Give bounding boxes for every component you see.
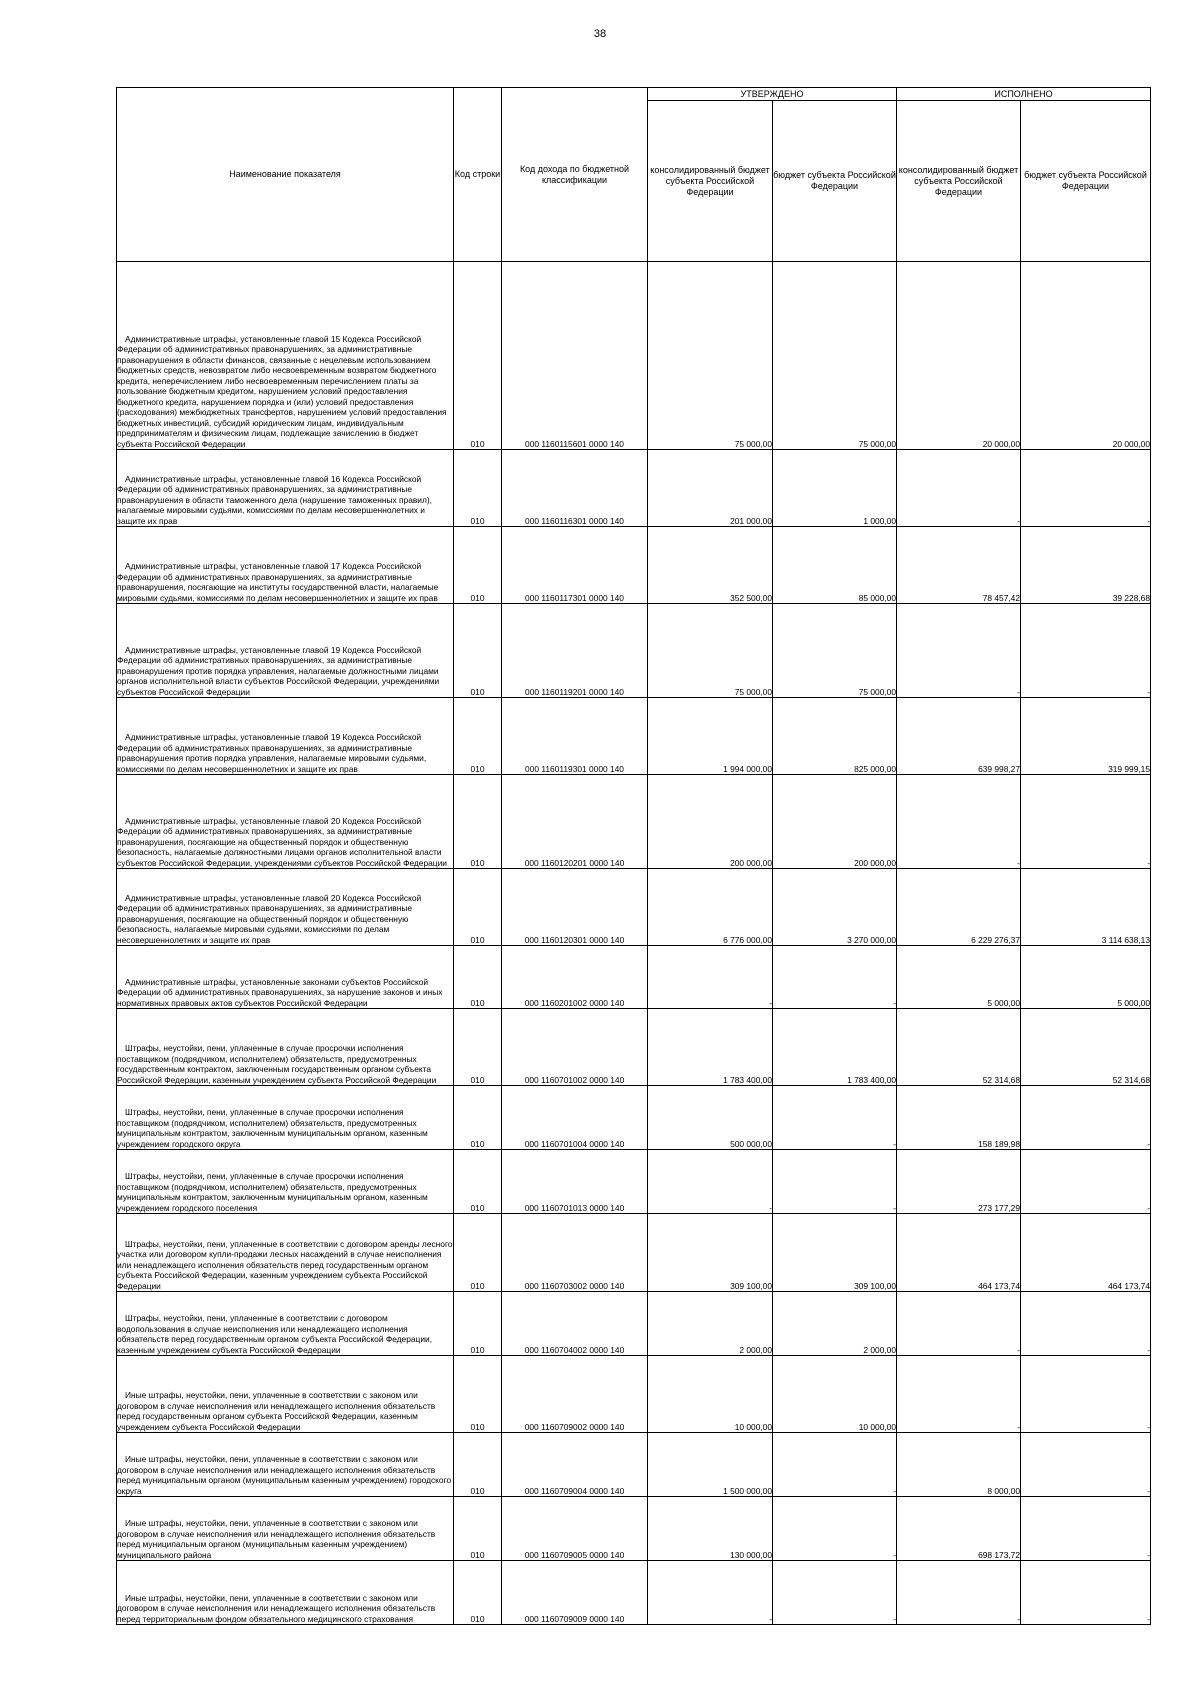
table-row	[117, 1433, 1151, 1497]
table-row	[117, 1009, 1151, 1086]
row-kbk-cell: 000 1160120301 0000 140	[502, 869, 648, 946]
row-name-cell	[117, 946, 454, 1009]
row-approved-consolidated-cell: 1 500 000,00	[648, 1433, 773, 1497]
row-approved-consolidated-cell: 500 000,00	[648, 1086, 773, 1150]
row-name-cell	[117, 450, 454, 527]
row-name-cell	[117, 1086, 454, 1150]
row-code-cell: 010	[454, 1356, 502, 1433]
row-executed-consolidated-cell: -	[897, 604, 1021, 698]
row-approved-subject-cell: 85 000,00	[773, 527, 897, 604]
header-code: Код строки	[454, 88, 502, 262]
header-kbk: Код дохода по бюджетной классификации	[502, 88, 648, 262]
row-executed-subject-cell: -	[1021, 1497, 1151, 1561]
row-name-cell	[117, 869, 454, 946]
row-executed-consolidated-cell: 6 229 276,37	[897, 869, 1021, 946]
row-approved-subject-cell: 10 000,00	[773, 1356, 897, 1433]
table-row	[117, 450, 1151, 527]
header-executed-subject: бюджет субъекта Российской Федерации	[1021, 101, 1151, 262]
row-approved-subject-cell: -	[773, 1497, 897, 1561]
row-executed-consolidated-cell: -	[897, 1356, 1021, 1433]
row-name-text: Иные штрафы, неустойки, пени, уплаченные в соответствии с законом или договором в случае неисполнения или ненадлежащего исполнения обязательств перед государственным органом субъекта Российской Федерации, казенным учреждением субъекта Российской Федерации	[117, 1390, 436, 1432]
row-executed-subject-cell: 52 314,68	[1021, 1009, 1151, 1086]
row-executed-subject-cell: -	[1021, 775, 1151, 869]
row-code-cell: 010	[454, 1433, 502, 1497]
row-executed-consolidated-cell: -	[897, 450, 1021, 527]
row-kbk-cell: 000 1160703002 0000 140	[502, 1214, 648, 1292]
row-executed-consolidated-cell: 639 998,27	[897, 698, 1021, 775]
row-executed-consolidated-cell: 8 000,00	[897, 1433, 1021, 1497]
row-name-cell	[117, 1009, 454, 1086]
row-name-text: Административные штрафы, установленные главой 16 Кодекса Российской Федерации об административных правонарушениях, за административные правонарушения в области таможенного дела (нарушение таможенных правил), налагаемые мировыми судьями, комиссиями по делам несовершеннолетних и защите их прав	[117, 473, 432, 526]
row-executed-subject-cell: -	[1021, 1150, 1151, 1214]
row-approved-consolidated-cell: 10 000,00	[648, 1356, 773, 1433]
row-name-text: Административные штрафы, установленные главой 20 Кодекса Российской Федерации об административных правонарушениях, за административные правонарушения, посягающие на общественный порядок и общественную безопасность, налагаемые должностными лицами органов исполнительной власти субъектов Российской Федерации, учреждениями субъектов Российской Федерации	[117, 815, 447, 868]
row-name-text: Административные штрафы, установленные главой 20 Кодекса Российской Федерации об административных правонарушениях, за административные правонарушения, посягающие на общественный порядок и общественную безопасность, налагаемые мировыми судьями, комиссиями по делам несовершеннолетних и защите их прав	[117, 892, 422, 945]
row-approved-subject-cell: 2 000,00	[773, 1292, 897, 1356]
table-row	[117, 775, 1151, 869]
row-approved-consolidated-cell: 6 776 000,00	[648, 869, 773, 946]
row-executed-consolidated-cell: -	[897, 775, 1021, 869]
row-approved-consolidated-cell: 75 000,00	[648, 262, 773, 450]
row-executed-subject-cell: -	[1021, 1086, 1151, 1150]
header-approved: УТВЕРЖДЕНО	[648, 88, 897, 101]
row-approved-consolidated-cell: 130 000,00	[648, 1497, 773, 1561]
row-name-cell	[117, 1214, 454, 1292]
row-approved-subject-cell: 75 000,00	[773, 262, 897, 450]
row-code-cell: 010	[454, 527, 502, 604]
row-name-text: Административные штрафы, установленные главой 19 Кодекса Российской Федерации об административных правонарушениях, за административные правонарушения против порядка управления, налагаемые должностными лицами органов исполнительной власти субъектов Российской Федерации, учреждениями субъектов Российской Федерации	[117, 644, 440, 697]
row-name-text: Иные штрафы, неустойки, пени, уплаченные в соответствии с законом или договором в случае неисполнения или ненадлежащего исполнения обязательств перед территориальным фондом обязательного медицинского страхования	[117, 1592, 436, 1624]
row-executed-consolidated-cell: -	[897, 1561, 1021, 1625]
row-approved-consolidated-cell: -	[648, 1150, 773, 1214]
row-executed-consolidated-cell: 158 189,98	[897, 1086, 1021, 1150]
row-code-cell: 010	[454, 1292, 502, 1356]
table-body	[117, 262, 1151, 1625]
row-approved-consolidated-cell: 201 000,00	[648, 450, 773, 527]
row-approved-consolidated-cell: 309 100,00	[648, 1214, 773, 1292]
row-code-cell: 010	[454, 1561, 502, 1625]
table-header	[117, 88, 1151, 262]
row-executed-subject-cell: -	[1021, 1356, 1151, 1433]
row-name-cell	[117, 1292, 454, 1356]
row-approved-subject-cell: 3 270 000,00	[773, 869, 897, 946]
row-kbk-cell: 000 1160701013 0000 140	[502, 1150, 648, 1214]
row-kbk-cell: 000 1160704002 0000 140	[502, 1292, 648, 1356]
row-name-text: Штрафы, неустойки, пени, уплаченные в соответствии с договором водопользования в случае неисполнения или ненадлежащего исполнения обязательств перед государственным органом субъекта Российской Федерации, казенным учреждением субъекта Российской Федерации	[117, 1313, 433, 1355]
row-kbk-cell: 000 1160116301 0000 140	[502, 450, 648, 527]
revenue-report-table	[116, 87, 1151, 1625]
table-row	[117, 527, 1151, 604]
row-name-text: Штрафы, неустойки, пени, уплаченные в случае просрочки исполнения поставщиком (подрядчиком, исполнителем) обязательств, предусмотренных государственным контрактом, заключенным государственным органом субъекта Российской Федерации, казенным учреждением субъекта Российской Федерации	[117, 1043, 437, 1085]
table-row	[117, 698, 1151, 775]
row-name-cell	[117, 527, 454, 604]
row-approved-consolidated-cell: 352 500,00	[648, 527, 773, 604]
row-kbk-cell: 000 1160119301 0000 140	[502, 698, 648, 775]
row-code-cell: 010	[454, 1150, 502, 1214]
row-executed-subject-cell: -	[1021, 1433, 1151, 1497]
row-executed-subject-cell: -	[1021, 450, 1151, 527]
row-approved-consolidated-cell: -	[648, 1561, 773, 1625]
row-approved-consolidated-cell: 1 994 000,00	[648, 698, 773, 775]
row-approved-subject-cell: 75 000,00	[773, 604, 897, 698]
header-name: Наименование показателя	[117, 88, 454, 262]
row-executed-consolidated-cell: 273 177,29	[897, 1150, 1021, 1214]
table-row	[117, 946, 1151, 1009]
row-kbk-cell: 000 1160201002 0000 140	[502, 946, 648, 1009]
row-name-text: Административные штрафы, установленные главой 19 Кодекса Российской Федерации об административных правонарушениях, за административные правонарушения против порядка управления, налагаемые мировыми судьями, комиссиями по делам несовершеннолетних и защите их прав	[117, 732, 427, 774]
row-executed-consolidated-cell: -	[897, 1292, 1021, 1356]
row-approved-consolidated-cell: 1 783 400,00	[648, 1009, 773, 1086]
row-name-cell	[117, 1497, 454, 1561]
row-approved-subject-cell: -	[773, 1086, 897, 1150]
row-kbk-cell: 000 1160701004 0000 140	[502, 1086, 648, 1150]
row-kbk-cell: 000 1160117301 0000 140	[502, 527, 648, 604]
table-row	[117, 262, 1151, 450]
row-executed-subject-cell: 319 999,15	[1021, 698, 1151, 775]
row-executed-subject-cell: 464 173,74	[1021, 1214, 1151, 1292]
row-executed-consolidated-cell: 464 173,74	[897, 1214, 1021, 1292]
row-name-text: Штрафы, неустойки, пени, уплаченные в соответствии с договором аренды лесного участка или договором купли-продажи лесных насаждений в случае неисполнения или ненадлежащего исполнения обязательств перед государственным органом субъекта Российской Федерации, казенным учреждением субъекта Российской Федерации	[117, 1238, 453, 1291]
row-approved-subject-cell: 1 783 400,00	[773, 1009, 897, 1086]
table-row	[117, 1356, 1151, 1433]
header-approved-subject: бюджет субъекта Российской Федерации	[773, 101, 897, 262]
row-code-cell: 010	[454, 1214, 502, 1292]
row-approved-subject-cell: -	[773, 1561, 897, 1625]
row-code-cell: 010	[454, 869, 502, 946]
row-approved-consolidated-cell: 200 000,00	[648, 775, 773, 869]
row-name-cell	[117, 1150, 454, 1214]
row-name-cell	[117, 1356, 454, 1433]
row-kbk-cell: 000 1160709002 0000 140	[502, 1356, 648, 1433]
row-name-cell	[117, 698, 454, 775]
row-code-cell: 010	[454, 450, 502, 527]
header-row-top	[117, 88, 1151, 101]
row-executed-subject-cell: 3 114 638,13	[1021, 869, 1151, 946]
row-name-text: Штрафы, неустойки, пени, уплаченные в случае просрочки исполнения поставщиком (подрядчиком, исполнителем) обязательств, предусмотренных муниципальным контрактом, заключенным муниципальным органом, казенным учреждением городского поселения	[117, 1171, 428, 1213]
row-name-cell	[117, 262, 454, 450]
table-row	[117, 869, 1151, 946]
row-code-cell: 010	[454, 604, 502, 698]
row-approved-subject-cell: 825 000,00	[773, 698, 897, 775]
table-row	[117, 604, 1151, 698]
row-name-text: Иные штрафы, неустойки, пени, уплаченные в соответствии с законом или договором в случае неисполнения или ненадлежащего исполнения обязательств перед муниципальным органом (муниципальным казенным учреждением) муниципального района	[117, 1518, 436, 1560]
row-approved-consolidated-cell: 75 000,00	[648, 604, 773, 698]
table-row	[117, 1497, 1151, 1561]
row-approved-subject-cell: 1 000,00	[773, 450, 897, 527]
row-approved-subject-cell: -	[773, 946, 897, 1009]
row-executed-consolidated-cell: 78 457,42	[897, 527, 1021, 604]
page-number: 38	[593, 28, 607, 40]
row-name-text: Административные штрафы, установленные главой 17 Кодекса Российской Федерации об административных правонарушениях, за административные правонарушения, посягающие на институты государственной власти, налагаемые мировыми судьями, комиссиями по делам несовершеннолетних и защите их прав	[117, 561, 439, 603]
header-executed-consolidated: консолидированный бюджет субъекта Российской Федерации	[897, 101, 1021, 262]
row-executed-subject-cell: 20 000,00	[1021, 262, 1151, 450]
row-name-text: Административные штрафы, установленные главой 15 Кодекса Российской Федерации об административных правонарушениях, за административные правонарушения в области финансов, связанные с нецелевым использованием бюджетных средств, невозвратом либо несвоевременным возвратом бюджетного кредита, неперечислением либо несвоевременным перечислением платы за пользование бюджетным кредитом, нарушением условий предоставления бюджетного кредита, нарушением порядка и (или) условий предоставления (расходования) межбюджетных трансфертов, нарушением условий предоставления бюджетных инвестиций, субсидий юридическим лицам, индивидуальным предпринимателям и физическим лицам, подлежащие зачислению в бюджет субъекта Российской Федерации	[117, 333, 447, 449]
row-executed-subject-cell: 39 228,68	[1021, 527, 1151, 604]
table-row	[117, 1150, 1151, 1214]
row-name-text: Штрафы, неустойки, пени, уплаченные в случае просрочки исполнения поставщиком (подрядчиком, исполнителем) обязательств, предусмотренных муниципальным контрактом, заключенным муниципальным органом, казенным учреждением городского округа	[117, 1107, 428, 1149]
row-code-cell: 010	[454, 775, 502, 869]
row-name-cell	[117, 775, 454, 869]
row-name-cell	[117, 1561, 454, 1625]
row-approved-subject-cell: 200 000,00	[773, 775, 897, 869]
row-name-text: Иные штрафы, неустойки, пени, уплаченные в соответствии с законом или договором в случае неисполнения или ненадлежащего исполнения обязательств перед муниципальным органом (муниципальным казенным учреждением) городского округа	[117, 1454, 452, 1496]
row-kbk-cell: 000 1160709009 0000 140	[502, 1561, 648, 1625]
row-executed-subject-cell: -	[1021, 1561, 1151, 1625]
row-executed-consolidated-cell: 52 314,68	[897, 1009, 1021, 1086]
row-executed-consolidated-cell: 20 000,00	[897, 262, 1021, 450]
header-approved-consolidated: консолидированный бюджет субъекта Российской Федерации	[648, 101, 773, 262]
row-executed-consolidated-cell: 698 173,72	[897, 1497, 1021, 1561]
row-code-cell: 010	[454, 1009, 502, 1086]
table-row	[117, 1214, 1151, 1292]
row-kbk-cell: 000 1160709005 0000 140	[502, 1497, 648, 1561]
row-executed-consolidated-cell: 5 000,00	[897, 946, 1021, 1009]
row-code-cell: 010	[454, 946, 502, 1009]
row-code-cell: 010	[454, 1086, 502, 1150]
table-row	[117, 1292, 1151, 1356]
row-kbk-cell: 000 1160119201 0000 140	[502, 604, 648, 698]
row-approved-subject-cell: -	[773, 1150, 897, 1214]
row-executed-subject-cell: -	[1021, 1292, 1151, 1356]
row-approved-subject-cell: -	[773, 1433, 897, 1497]
row-kbk-cell: 000 1160709004 0000 140	[502, 1433, 648, 1497]
table-row	[117, 1561, 1151, 1625]
row-executed-subject-cell: -	[1021, 604, 1151, 698]
row-approved-consolidated-cell: 2 000,00	[648, 1292, 773, 1356]
row-approved-subject-cell: 309 100,00	[773, 1214, 897, 1292]
row-code-cell: 010	[454, 698, 502, 775]
row-name-text: Административные штрафы, установленные законами субъектов Российской Федерации об административных правонарушениях, за нарушение законов и иных нормативных правовых актов субъектов Российской Федерации	[117, 976, 443, 1008]
row-code-cell: 010	[454, 262, 502, 450]
row-approved-consolidated-cell: -	[648, 946, 773, 1009]
row-kbk-cell: 000 1160701002 0000 140	[502, 1009, 648, 1086]
row-name-cell	[117, 604, 454, 698]
row-name-cell	[117, 1433, 454, 1497]
row-executed-subject-cell: 5 000,00	[1021, 946, 1151, 1009]
row-code-cell: 010	[454, 1497, 502, 1561]
row-kbk-cell: 000 1160115601 0000 140	[502, 262, 648, 450]
table-row	[117, 1086, 1151, 1150]
row-kbk-cell: 000 1160120201 0000 140	[502, 775, 648, 869]
header-executed: ИСПОЛНЕНО	[897, 88, 1151, 101]
